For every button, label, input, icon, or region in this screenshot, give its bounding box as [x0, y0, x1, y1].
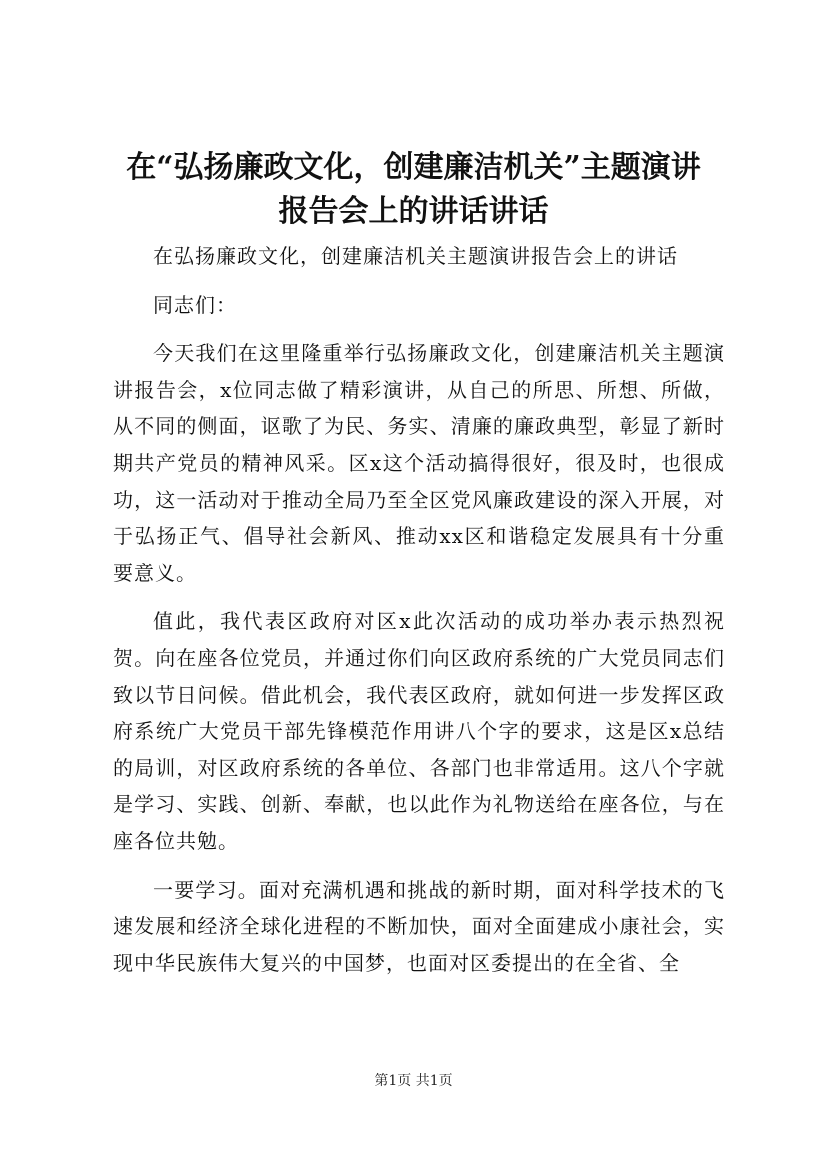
title-line-1: 在“弘扬廉政文化，创建廉洁机关”主题演讲 — [126, 150, 701, 185]
document-body — [113, 238, 725, 981]
body-paragraph-3: 一要学习。面对充满机遇和挑战的新时期，面对科学技术的飞速发展和经济全球化进程的不断加快，面对全面建成小康社会，实现中华民族伟大复兴的中国梦，也面对区委提出的在全省、全 — [113, 877, 725, 975]
body-paragraph-2: 值此，我代表区政府对区x此次活动的成功举办表示热烈祝贺。向在座各位党员，并通过你们向区政府系统的广大党员同志们致以节日问候。借此机会，我代表区政府，就如何进一步发挥区政府系统广大党员干部先锋模范作用讲八个字的要求，这是区x总结的局训，对区政府系统的各单位、各部门也非常适用。这八个字就是学习、实践、创新、奉献，也以此作为礼物送给在座各位，与在座各位共勉。 — [113, 609, 725, 853]
title-line-2: 报告会上的讲话讲话 — [278, 194, 549, 229]
body-paragraph-1: 今天我们在这里隆重举行弘扬廉政文化，创建廉洁机关主题演讲报告会，x位同志做了精彩演讲，从自己的所思、所想、所做，从不同的侧面，讴歌了为民、务实、清廉的廉政典型，彰显了新时期共产党员的精神风采。区x这个活动搞得很好，很及时，也很成功，这一活动对于推动全局乃至全区党风廉政建设的深入开展，对于弘扬正气、倡导社会新风、推动xx区和谐稳定发展具有十分重要意义。 — [113, 341, 725, 585]
subtitle-paragraph: 在弘扬廉政文化，创建廉洁机关主题演讲报告会上的讲话 — [153, 244, 678, 268]
page-footer: 第1页 共1页 — [374, 1073, 453, 1089]
document-title — [60, 146, 767, 234]
salutation-paragraph: 同志们： — [153, 292, 237, 317]
